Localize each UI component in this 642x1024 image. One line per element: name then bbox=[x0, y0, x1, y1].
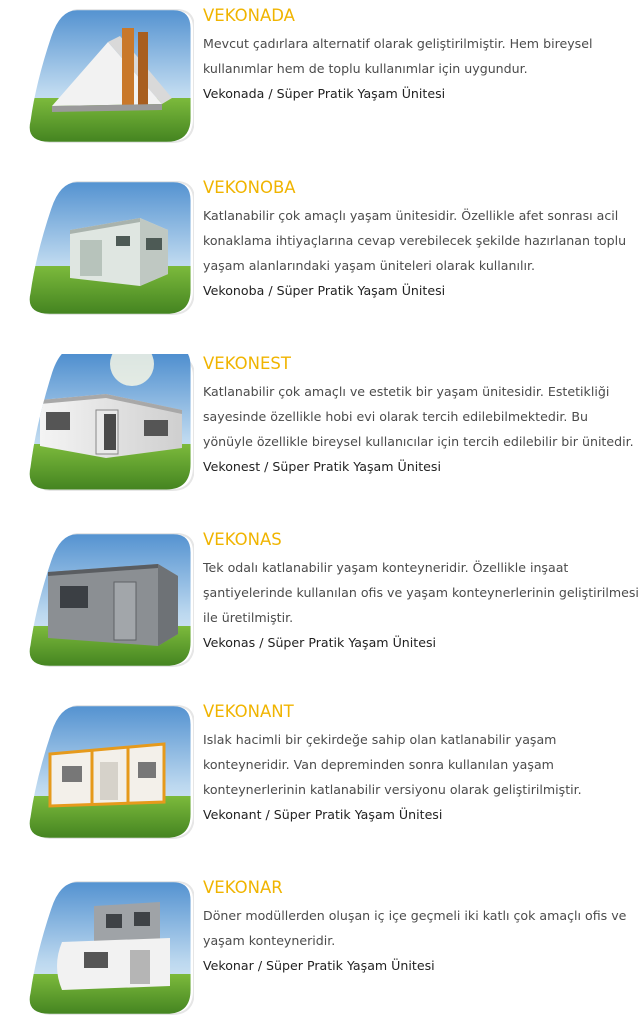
product-description: Islak hacimli bir çekirdeğe sahip olan katlanabilir yaşam konteyneridir. Van depreminden sonra kullanılan yaşam konteynerlerinin katlanabilir versiyonu olarak geliştirilmiştir. bbox=[203, 732, 582, 797]
product-title[interactable]: VEKONOBA bbox=[203, 178, 296, 197]
product-description: Katlanabilir çok amaçlı ve estetik bir yaşam ünitesidir. Estetikliği sayesinde özellikle hobi evi olarak tercih edilebilmektedir. Bu yönüyle özellikle bireysel kullanıcılar için tercih edilebilir bir ünitedir. bbox=[203, 384, 634, 449]
product-subtitle[interactable]: Vekonas / Süper Pratik Yaşam Ünitesi bbox=[203, 635, 437, 650]
product-title[interactable]: VEKONEST bbox=[203, 354, 291, 373]
product-title[interactable]: VEKONADA bbox=[203, 6, 295, 25]
product-image-vekonada[interactable] bbox=[22, 6, 194, 146]
product-title[interactable]: VEKONAR bbox=[203, 878, 283, 897]
product-subtitle[interactable]: Vekonest / Süper Pratik Yaşam Ünitesi bbox=[203, 459, 441, 474]
product-description: Katlanabilir çok amaçlı yaşam ünitesidir. Özellikle afet sonrası acil konaklama ihtiyaçlarına cevap verebilecek şekilde hazırlanan toplu yaşam alanlarındaki yaşam üniteleri olarak kullanılır. bbox=[203, 208, 627, 273]
product-description: Mevcut çadırlara alternatif olarak geliştirilmiştir. Hem bireysel kullanımlar hem de toplu kullanımlar için uygundur. bbox=[203, 36, 593, 76]
product-subtitle[interactable]: Vekonada / Süper Pratik Yaşam Ünitesi bbox=[203, 86, 446, 101]
product-title[interactable]: VEKONANT bbox=[203, 702, 294, 721]
product-description: Döner modüllerden oluşan iç içe geçmeli iki katlı çok amaçlı ofis ve yaşam konteyneridir. bbox=[203, 908, 627, 948]
product-description: Tek odalı katlanabilir yaşam konteyneridir. Özellikle inşaat şantiyelerinde kullanılan ofis ve yaşam konteynerlerinin geliştirilmesi ile üretilmiştir. bbox=[203, 560, 639, 625]
product-title[interactable]: VEKONAS bbox=[203, 530, 282, 549]
product-subtitle[interactable]: Vekonar / Süper Pratik Yaşam Ünitesi bbox=[203, 958, 435, 973]
product-subtitle[interactable]: Vekonant / Süper Pratik Yaşam Ünitesi bbox=[203, 807, 443, 822]
product-subtitle[interactable]: Vekonoba / Süper Pratik Yaşam Ünitesi bbox=[203, 283, 446, 298]
product-image-vekonant[interactable] bbox=[22, 702, 194, 842]
product-image-vekonest[interactable] bbox=[22, 354, 194, 494]
product-image-vekonas[interactable] bbox=[22, 530, 194, 670]
product-image-vekonar[interactable] bbox=[22, 878, 194, 1018]
product-image-vekonoba[interactable] bbox=[22, 178, 194, 318]
